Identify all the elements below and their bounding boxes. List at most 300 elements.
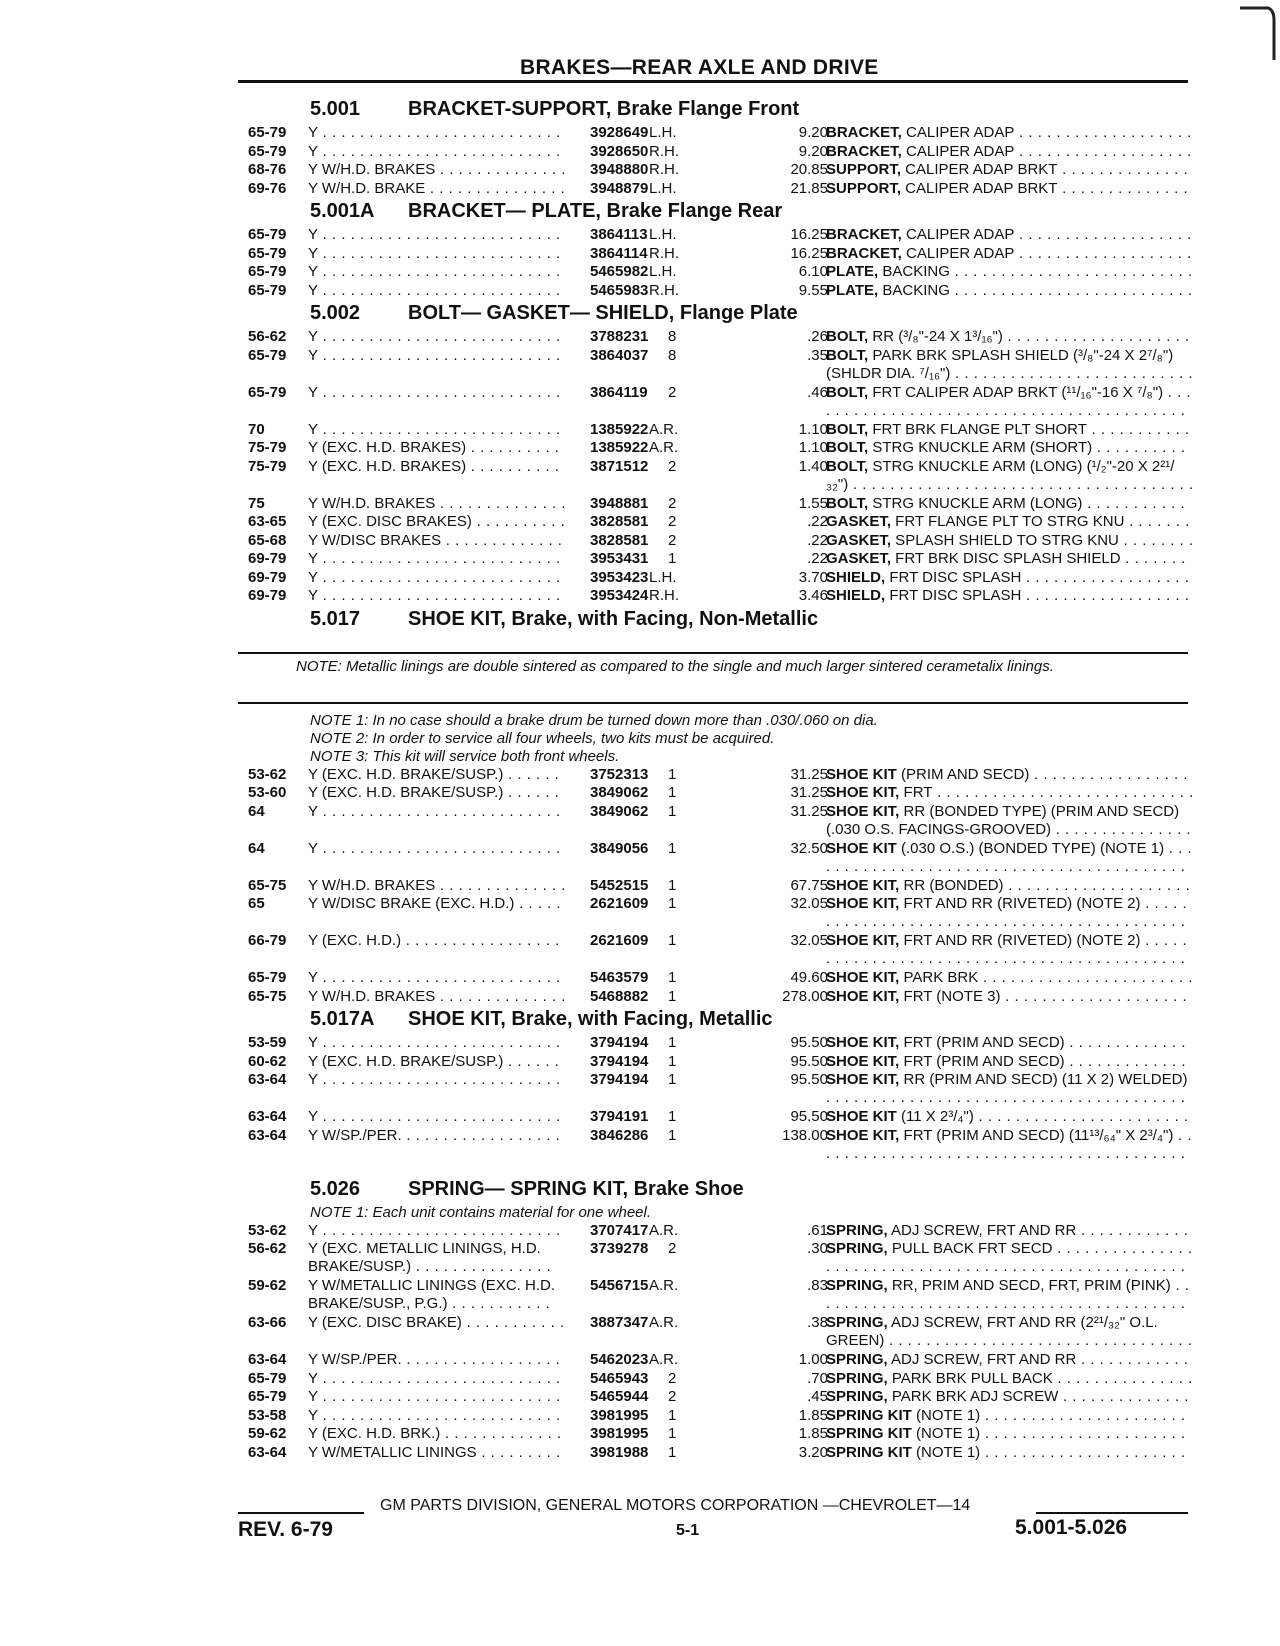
description: GASKET, SPLASH SHIELD TO STRG KNU . . . (826, 532, 1194, 550)
model-years: 53-58 (248, 1406, 287, 1424)
description: SHOE KIT, RR (BONDED TYPE) (PRIM AND SECD) (.030 O.S. FACINGS-GROOVED) . . . (826, 803, 1194, 839)
description: SPRING, PARK BRK ADJ SCREW . . . (826, 1388, 1194, 1406)
description: BOLT, STRG KNUCKLE ARM (LONG) (¹/₂"-20 X 2²¹/₃₂") . . . (826, 458, 1194, 494)
table-row (248, 347, 1193, 384)
description-keyword: SHOE KIT, (826, 1052, 900, 1070)
description: SPRING, PARK BRK PULL BACK . . . (826, 1370, 1194, 1388)
description-keyword: SHOE KIT, (826, 969, 900, 986)
quantity: 1 (668, 1052, 677, 1070)
section-number: 5.001 (310, 98, 361, 120)
quantity: 2 (668, 457, 677, 475)
quantity: R.H. (649, 142, 679, 160)
note-separator-rule (238, 696, 1188, 704)
quantity: A.R. (649, 1351, 679, 1368)
description: SHOE KIT, FRT (NOTE 3) . . . (826, 988, 1194, 1006)
model-years: 65-75 (248, 987, 287, 1005)
model-years: 63-64 (248, 1071, 287, 1088)
description-keyword: SHOE KIT (826, 1108, 897, 1125)
description: SHOE KIT, FRT AND RR (RIVETED) (NOTE 2) . . . (826, 895, 1194, 931)
price: 21.85 (790, 179, 828, 197)
model-years: 65 (248, 895, 265, 912)
table-row (248, 1053, 1193, 1072)
application: Y . . . (308, 969, 564, 987)
note-separator-rule (238, 640, 1188, 654)
price: 32.05 (790, 895, 828, 912)
price: 1.55 (798, 494, 828, 512)
quantity: 1 (668, 932, 677, 949)
table-row (248, 1407, 1193, 1426)
quantity: R.H. (649, 244, 679, 262)
description: BOLT, PARK BRK SPLASH SHIELD (³/₈"-24 X 2⁷/₈") (SHLDR DIA. ⁷/₁₆") . . . (826, 347, 1194, 383)
part-number: 2621609 (590, 895, 649, 912)
description: SHOE KIT, FRT (PRIM AND SECD) (11¹³/₆₄" X 2³/₄") . . . (826, 1127, 1194, 1163)
description: SHOE KIT, RR (PRIM AND SECD) (11 X 2) WELDED) . . . (826, 1071, 1194, 1107)
section-heading (248, 1178, 1193, 1204)
description-keyword: GASKET, (826, 513, 892, 530)
price: 1.00 (798, 1351, 828, 1368)
description: SPRING, ADJ SCREW, FRT AND RR (2²¹/₃₂" O.L. GREEN) . . . (826, 1314, 1194, 1350)
part-number: 1385922 (590, 420, 649, 438)
price: 6.10 (798, 263, 828, 280)
footer-rule-right (1036, 1512, 1188, 1514)
description: GASKET, FRT BRK DISC SPLASH SHIELD . . . (826, 550, 1194, 568)
application: Y . . . (308, 569, 564, 587)
part-number: 3739278 (590, 1240, 649, 1257)
price: 1.85 (798, 1406, 828, 1424)
part-number: 5465983 (590, 281, 649, 299)
table-row (248, 1277, 1193, 1314)
table-row (248, 263, 1193, 282)
description: GASKET, FRT FLANGE PLT TO STRG KNU . . . (826, 513, 1194, 531)
part-number: 1385922 (590, 439, 649, 456)
part-number: 5452515 (590, 876, 649, 894)
table-row (248, 1071, 1193, 1108)
quantity: 1 (668, 839, 677, 857)
part-number: 3846286 (590, 1126, 649, 1144)
table-row (248, 988, 1193, 1007)
table-row (248, 495, 1193, 514)
table-row (248, 421, 1193, 440)
table-row (248, 513, 1193, 532)
table-row (248, 226, 1193, 245)
application: Y . . . (308, 587, 564, 605)
model-years: 59-62 (248, 1425, 287, 1442)
description: BRACKET, CALIPER ADAP . . . (826, 143, 1194, 161)
part-number: 3707417 (590, 1221, 649, 1239)
price: .38 (807, 1314, 828, 1331)
description-keyword: SHOE KIT, (826, 802, 900, 820)
price: 278.00 (782, 987, 828, 1005)
price: 16.25 (790, 226, 828, 243)
description-keyword: SPRING, (826, 1388, 888, 1405)
model-years: 56-62 (248, 328, 287, 345)
quantity: R.H. (649, 161, 679, 178)
price: 32.50 (790, 839, 828, 857)
price: 1.85 (798, 1425, 828, 1442)
description-keyword: BRACKET, (826, 142, 902, 160)
application: Y (EXC. H.D. BRAKES) . . . (308, 458, 564, 476)
table-row (248, 143, 1193, 162)
page-corner-mark (1240, 0, 1280, 60)
part-number: 3981995 (590, 1425, 649, 1442)
section-number: 5.026 (310, 1177, 361, 1200)
price: 3.46 (798, 587, 828, 604)
quantity: 1 (668, 1443, 677, 1461)
description: BOLT, STRG KNUCKLE ARM (LONG) . . . (826, 495, 1194, 513)
description-keyword: SHOE KIT, (826, 987, 900, 1005)
part-number: 3849062 (590, 802, 649, 820)
model-years: 70 (248, 420, 265, 438)
description-keyword: GASKET, (826, 531, 892, 549)
price: .22 (807, 513, 828, 530)
description-keyword: SPRING, (826, 1351, 888, 1368)
model-years: 69-76 (248, 179, 287, 197)
description-keyword: BOLT, (826, 346, 869, 364)
application: Y . . . (308, 1388, 564, 1406)
price: 1.40 (798, 457, 828, 475)
description: BRACKET, CALIPER ADAP . . . (826, 226, 1194, 244)
part-number: 3981988 (590, 1443, 649, 1461)
application: Y W/METALLIC LININGS . . . (308, 1444, 564, 1462)
section-title: BRACKET-SUPPORT, Brake Flange Front (408, 98, 800, 120)
part-number: 3864119 (590, 383, 648, 401)
part-number: 3981995 (590, 1406, 649, 1424)
quantity: A.R. (649, 1277, 679, 1294)
application: Y . . . (308, 328, 564, 346)
description-keyword: SPRING KIT (826, 1425, 912, 1442)
part-number: 3864037 (590, 346, 649, 364)
table-row (248, 895, 1193, 932)
price: 67.75 (790, 876, 828, 894)
application: Y W/METALLIC LININGS (EXC. H.D. BRAKE/SUSP., P.G.) . . . (308, 1277, 558, 1313)
model-years: 65-79 (248, 142, 287, 160)
section-title: BRACKET— PLATE, Brake Flange Rear (408, 200, 783, 222)
description-keyword: SPRING, (826, 1221, 888, 1239)
model-years: 66-79 (248, 932, 287, 949)
part-number: 3953424 (590, 587, 649, 604)
price: 20.85 (790, 161, 828, 178)
price: 16.25 (790, 244, 828, 262)
table-row (248, 569, 1193, 588)
description-keyword: SUPPORT, (826, 179, 902, 197)
description-keyword: SPRING, (826, 1240, 888, 1257)
part-number: 5465982 (590, 263, 649, 280)
table-row (248, 969, 1193, 988)
model-years: 69-79 (248, 550, 287, 567)
part-number: 3953423 (590, 568, 649, 586)
model-years: 65-79 (248, 263, 287, 280)
part-number: 3948880 (590, 161, 649, 178)
part-number: 3864113 (590, 226, 648, 243)
description: SUPPORT, CALIPER ADAP BRKT . . . (826, 161, 1194, 179)
section-title: BOLT— GASKET— SHIELD, Flange Plate (408, 302, 798, 324)
application: Y . . . (308, 421, 564, 439)
model-years: 53-60 (248, 784, 287, 801)
quantity: 1 (668, 895, 677, 912)
table-row (248, 840, 1193, 877)
description-keyword: GASKET, (826, 550, 892, 567)
application: Y (EXC. H.D. BRAKE/SUSP.) . . . (308, 1053, 564, 1071)
section-heading (248, 1008, 1193, 1034)
price: .26 (807, 328, 828, 345)
description: BOLT, FRT BRK FLANGE PLT SHORT . . . (826, 421, 1194, 439)
part-number: 3788231 (590, 328, 649, 345)
description-keyword: SUPPORT, (826, 161, 902, 178)
description-keyword: SHOE KIT (826, 839, 897, 857)
price: .22 (807, 550, 828, 567)
application: Y W/SP./PER. . . . (308, 1127, 564, 1145)
price: 138.00 (782, 1126, 828, 1144)
application: Y . . . (308, 1034, 564, 1052)
model-years: 63-66 (248, 1314, 287, 1331)
title-rule (238, 80, 1188, 83)
application: Y . . . (308, 550, 564, 568)
price: 32.05 (790, 932, 828, 949)
description-keyword: SHOE KIT, (826, 784, 900, 801)
quantity: 1 (668, 1071, 677, 1088)
section-heading (248, 302, 1193, 328)
model-years: 65-79 (248, 244, 287, 262)
application: Y (EXC. H.D. BRAKE/SUSP.) . . . (308, 766, 564, 784)
model-years: 75 (248, 494, 265, 512)
description: SPRING, RR, PRIM AND SECD, FRT, PRIM (PINK) . . . (826, 1277, 1194, 1313)
part-number: 3928649 (590, 124, 649, 141)
application: Y . . . (308, 263, 564, 281)
application: Y . . . (308, 1407, 564, 1425)
model-years: 63-64 (248, 1126, 287, 1144)
footer-rule-left (238, 1512, 364, 1514)
table-row (248, 1240, 1193, 1277)
quantity: 1 (668, 876, 677, 894)
price: 1.10 (798, 439, 828, 456)
model-years: 63-64 (248, 1351, 287, 1368)
quantity: 8 (668, 346, 677, 364)
table-row (248, 282, 1193, 301)
quantity: L.H. (649, 124, 677, 141)
application: Y . . . (308, 384, 564, 402)
model-years: 65-79 (248, 383, 287, 401)
price: 9.20 (798, 142, 828, 160)
model-years: 53-62 (248, 1221, 287, 1239)
description-keyword: BOLT, (826, 457, 869, 475)
section-title: SHOE KIT, Brake, with Facing, Non-Metallic (408, 607, 819, 630)
price: 9.20 (798, 124, 828, 141)
application: Y . . . (308, 282, 564, 300)
table-row (248, 124, 1193, 143)
model-years: 65-79 (248, 281, 287, 299)
section-title: SHOE KIT, Brake, with Facing, Metallic (408, 1008, 773, 1030)
price: 95.50 (790, 1071, 828, 1088)
application: Y W/DISC BRAKES . . . (308, 532, 564, 550)
price: .46 (807, 383, 828, 401)
spring-note: NOTE 1: Each unit contains material for one wheel. (310, 1203, 652, 1221)
description-keyword: SHOE KIT, (826, 1034, 900, 1051)
description-keyword: SPRING, (826, 1369, 888, 1387)
description: SHOE KIT, PARK BRK . . . (826, 969, 1194, 987)
table-row (248, 766, 1193, 785)
description-keyword: BOLT, (826, 439, 869, 456)
section-heading (248, 98, 1193, 124)
table-row (248, 784, 1193, 803)
table-row (248, 328, 1193, 347)
application: Y W/H.D. BRAKES . . . (308, 877, 564, 895)
description: SHOE KIT (11 X 2³/₄") . . . (826, 1108, 1194, 1126)
application: Y (EXC. H.D.) . . . (308, 932, 564, 950)
application: Y . . . (308, 347, 564, 365)
table-row (248, 384, 1193, 421)
part-number: 3887347 (590, 1314, 649, 1331)
application: Y . . . (308, 226, 564, 244)
description-keyword: SHOE KIT, (826, 895, 900, 912)
part-number: 3828581 (590, 531, 649, 549)
table-row (248, 550, 1193, 569)
description-keyword: SHOE KIT, (826, 1126, 900, 1144)
table-row (248, 180, 1193, 199)
quantity: 8 (668, 328, 677, 345)
table-row (248, 532, 1193, 551)
revision-label: REV. 6-79 (238, 1518, 333, 1541)
model-years: 65-75 (248, 876, 287, 894)
application: Y W/H.D. BRAKE . . . (308, 180, 564, 198)
quantity: 1 (668, 802, 677, 820)
quantity: 2 (668, 494, 677, 512)
part-number: 5468882 (590, 987, 649, 1005)
quantity: 2 (668, 1240, 677, 1257)
model-years: 65-79 (248, 346, 287, 364)
model-years: 68-76 (248, 161, 287, 178)
quantity: 1 (668, 1126, 677, 1144)
description: SHOE KIT (.030 O.S.) (BONDED TYPE) (NOTE 1) . . . (826, 840, 1194, 876)
table-row (248, 1108, 1193, 1127)
description-keyword: BOLT, (826, 494, 869, 512)
quantity: 1 (668, 969, 677, 986)
table-row (248, 1370, 1193, 1389)
model-years: 75-79 (248, 439, 287, 456)
description-keyword: BRACKET, (826, 124, 902, 141)
description: SPRING KIT (NOTE 1) . . . (826, 1425, 1194, 1443)
quantity: 1 (668, 1425, 677, 1442)
section-heading (248, 200, 1193, 226)
quantity: 2 (668, 1388, 677, 1405)
kit-note: NOTE 2: In order to service all four wheels, two kits must be acquired. (310, 729, 775, 747)
description: SHIELD, FRT DISC SPLASH . . . (826, 569, 1194, 587)
table-row (248, 1388, 1193, 1407)
price: 3.20 (798, 1443, 828, 1461)
description: PLATE, BACKING . . . (826, 263, 1194, 281)
kit-note: NOTE 3: This kit will service both front wheels. (310, 747, 620, 765)
quantity: 1 (668, 550, 677, 567)
price: .22 (807, 531, 828, 549)
section-range: 5.001-5.026 (1015, 1516, 1128, 1539)
part-number: 3948879 (590, 179, 649, 197)
application: Y (EXC. DISC BRAKES) . . . (308, 513, 564, 531)
price: .70 (807, 1369, 828, 1387)
section-number: 5.001A (310, 200, 375, 222)
part-number: 3752313 (590, 765, 649, 783)
application: Y W/H.D. BRAKES . . . (308, 161, 564, 179)
model-years: 60-62 (248, 1052, 287, 1070)
part-number: 3794191 (590, 1108, 649, 1125)
section-heading (248, 608, 1193, 634)
quantity: 1 (668, 1108, 677, 1125)
part-number: 3849062 (590, 784, 649, 801)
description: BRACKET, CALIPER ADAP . . . (826, 245, 1194, 263)
description-keyword: SHOE KIT, (826, 932, 900, 949)
description: SPRING KIT (NOTE 1) . . . (826, 1444, 1194, 1462)
quantity: R.H. (649, 281, 679, 299)
description-keyword: SPRING KIT (826, 1406, 912, 1424)
model-years: 63-64 (248, 1108, 287, 1125)
table-row (248, 245, 1193, 264)
model-years: 64 (248, 802, 265, 820)
table-row (248, 877, 1193, 896)
application: Y (EXC. H.D. BRAKES) . . . (308, 439, 564, 457)
description: SHIELD, FRT DISC SPLASH . . . (826, 587, 1194, 605)
section-number: 5.017A (310, 1008, 375, 1030)
section-number: 5.002 (310, 302, 361, 324)
application: Y (EXC. H.D. BRK.) . . . (308, 1425, 564, 1443)
description-keyword: SPRING KIT (826, 1443, 912, 1461)
table-row (248, 587, 1193, 606)
price: .61 (807, 1221, 828, 1239)
price: 95.50 (790, 1052, 828, 1070)
footer-publisher: GM PARTS DIVISION, GENERAL MOTORS CORPORATION —CHEVROLET—14 (380, 1497, 971, 1514)
part-number: 5465944 (590, 1388, 649, 1405)
description: BRACKET, CALIPER ADAP . . . (826, 124, 1194, 142)
description: BOLT, FRT CALIPER ADAP BRKT (¹¹/₁₆"-16 X ⁷/₈") . . . (826, 384, 1194, 420)
part-number: 3828581 (590, 513, 649, 530)
description: SHOE KIT, FRT (PRIM AND SECD) . . . (826, 1034, 1194, 1052)
model-years: 53-62 (248, 765, 287, 783)
application: Y (EXC. H.D. BRAKE/SUSP.) . . . (308, 784, 564, 802)
application: Y . . . (308, 1108, 564, 1126)
quantity: 1 (668, 1406, 677, 1424)
application: Y . . . (308, 803, 564, 821)
model-years: 65-79 (248, 969, 287, 986)
model-years: 75-79 (248, 457, 287, 475)
table-row (248, 1444, 1193, 1463)
part-number: 5456715 (590, 1277, 649, 1294)
quantity: L.H. (649, 226, 677, 243)
price: 31.25 (790, 765, 828, 783)
part-number: 5462023 (590, 1351, 649, 1368)
price: 31.25 (790, 802, 828, 820)
part-number: 3794194 (590, 1034, 649, 1051)
metallic-note: NOTE: Metallic linings are double sintered as compared to the single and much larger sintered cerametalix linings. (296, 657, 1054, 675)
description: SPRING, ADJ SCREW, FRT AND RR . . . (826, 1351, 1194, 1369)
quantity: 1 (668, 784, 677, 801)
part-number: 5465943 (590, 1369, 649, 1387)
part-number: 3953431 (590, 550, 649, 567)
quantity: R.H. (649, 587, 679, 604)
application: Y . . . (308, 840, 564, 858)
description: SHOE KIT, RR (BONDED) . . . (826, 877, 1194, 895)
description: PLATE, BACKING . . . (826, 282, 1194, 300)
table-row (248, 161, 1193, 180)
section-number: 5.017 (310, 607, 361, 630)
part-number: 2621609 (590, 932, 649, 949)
model-years: 69-79 (248, 587, 287, 604)
description-keyword: SHIELD, (826, 587, 886, 604)
model-years: 56-62 (248, 1240, 287, 1257)
description-keyword: BOLT, (826, 328, 869, 345)
model-years: 59-62 (248, 1277, 287, 1294)
description: SUPPORT, CALIPER ADAP BRKT . . . (826, 180, 1194, 198)
description-keyword: SHOE KIT, (826, 1071, 900, 1088)
quantity: L.H. (649, 179, 677, 197)
table-row (248, 1351, 1193, 1370)
description-keyword: BRACKET, (826, 226, 902, 243)
